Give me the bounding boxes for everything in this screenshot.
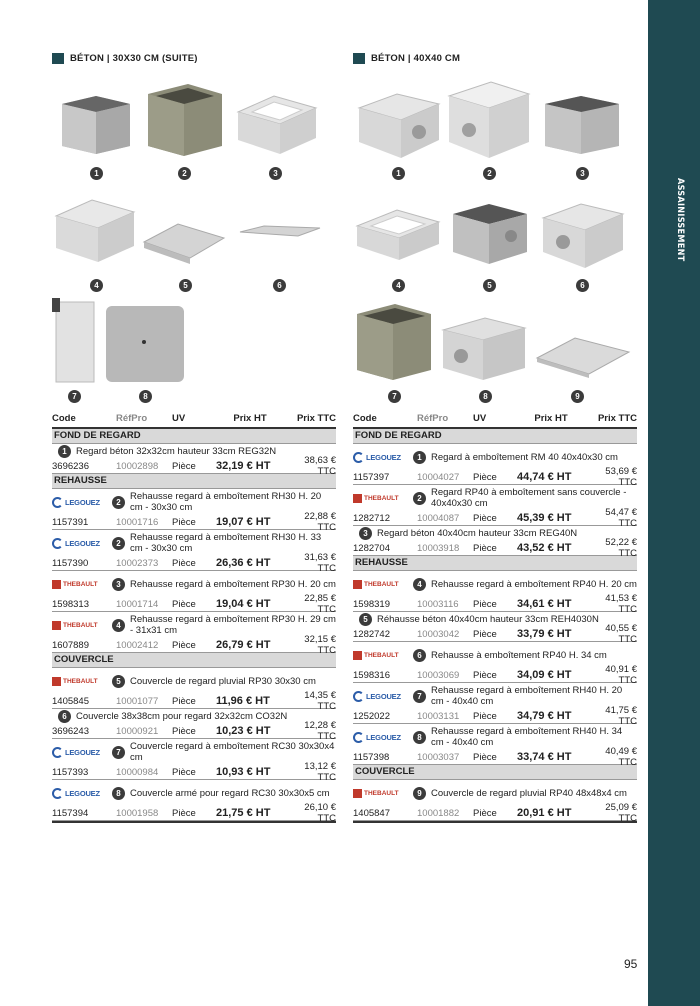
thumb-number-3: 3 <box>269 167 282 180</box>
thumb-number-1: 1 <box>90 167 103 180</box>
product-row <box>52 612 336 656</box>
product-row <box>52 571 336 615</box>
brand-name: LEGOUEZ <box>65 747 100 757</box>
product-image-3 <box>234 88 320 158</box>
price-ttc: 22,88 € TTC <box>304 511 336 533</box>
product-ref: 10004027 <box>417 471 460 483</box>
product-ref: 10003918 <box>417 542 460 554</box>
product-row <box>52 739 336 783</box>
product-price-row <box>353 507 637 529</box>
thumb-number-9: 9 <box>571 390 584 403</box>
product-ref: 10001716 <box>116 516 159 528</box>
price-ttc: 13,12 € TTC <box>304 761 336 783</box>
brand-logo <box>52 742 112 762</box>
price-ttc: 53,69 € TTC <box>605 466 637 488</box>
category-header: COUVERCLE <box>353 765 637 780</box>
header-ht: Prix HT <box>233 412 267 424</box>
section-title: BÉTON | 40X40 CM <box>371 52 461 64</box>
price-ttc: 12,28 € TTC <box>304 720 336 742</box>
unit: Pièce <box>473 542 497 554</box>
product-code: 1282742 <box>353 628 390 640</box>
unit: Pièce <box>172 695 196 707</box>
brand-name: LEGOUEZ <box>366 732 401 742</box>
price-ttc: 40,49 € TTC <box>605 746 637 768</box>
price-ttc: 41,53 € TTC <box>605 593 637 615</box>
product-price-row <box>353 537 637 559</box>
thumb-number-8: 8 <box>139 390 152 403</box>
thebault-mark-icon <box>353 580 362 589</box>
price-ht: 21,75 € HT <box>216 807 271 819</box>
product-code: 1157391 <box>52 516 89 528</box>
product-image-5 <box>142 218 226 268</box>
price-ttc: 41,75 € TTC <box>605 705 637 727</box>
product-image-7 <box>52 296 98 386</box>
brand-logo <box>353 686 413 706</box>
thumb-number-2: 2 <box>178 167 191 180</box>
legouez-logo <box>353 732 401 743</box>
brand-logo <box>353 645 413 665</box>
product-price-row <box>52 634 336 656</box>
product-ref: 10003131 <box>417 710 460 722</box>
product-ref: 10003037 <box>417 751 460 763</box>
brand-logo <box>52 574 112 594</box>
item-number: 2 <box>112 496 125 509</box>
unit: Pièce <box>473 598 497 610</box>
thumb-number-4: 4 <box>392 279 405 292</box>
section-marker <box>353 53 365 64</box>
thebault-logo <box>52 579 98 590</box>
product-ref: 10001714 <box>116 598 159 610</box>
thebault-mark-icon <box>353 494 362 503</box>
product-description: Rehausse regard à emboîtement RH40 H. 34 cm - 40x40 cm <box>431 726 623 748</box>
product-price-row <box>353 705 637 727</box>
thebault-logo <box>52 620 98 631</box>
unit: Pièce <box>172 725 196 737</box>
product-code: 3696236 <box>52 460 89 472</box>
legouez-mark-icon <box>52 788 63 799</box>
section-header <box>52 51 198 65</box>
legouez-logo <box>52 788 100 799</box>
brand-name: THEBAULT <box>63 621 98 629</box>
product-code: 1607889 <box>52 639 89 651</box>
price-ttc: 38,63 € TTC <box>304 455 336 477</box>
price-ht: 34,61 € HT <box>517 598 572 610</box>
item-number: 2 <box>112 537 125 550</box>
product-price-row <box>52 593 336 615</box>
product-image-2 <box>144 80 226 158</box>
category-header: COUVERCLE <box>52 653 336 668</box>
product-row <box>52 709 336 742</box>
thumb-number-4: 4 <box>90 279 103 292</box>
thebault-logo <box>353 788 399 799</box>
brand-logo <box>353 488 413 508</box>
product-ref: 10000921 <box>116 725 159 737</box>
product-row <box>52 668 336 712</box>
category-header: REHAUSSE <box>52 474 336 489</box>
product-code: 3696243 <box>52 725 89 737</box>
price-ht: 45,39 € HT <box>517 512 572 524</box>
section-header <box>353 51 460 65</box>
product-description: Rehausse regard à emboîtement RP30 H. 20 cm <box>130 578 336 590</box>
thebault-mark-icon <box>353 789 362 798</box>
price-ht: 33,79 € HT <box>517 628 572 640</box>
item-number: 4 <box>112 619 125 632</box>
product-ref: 10004087 <box>417 512 460 524</box>
product-code: 1157390 <box>52 557 89 569</box>
price-ht: 26,36 € HT <box>216 557 271 569</box>
price-ht: 19,04 € HT <box>216 598 271 610</box>
product-price-row <box>353 664 637 686</box>
brand-name: THEBAULT <box>364 651 399 659</box>
product-price-row <box>353 466 637 488</box>
product-ref: 10003069 <box>417 669 460 681</box>
price-ht: 10,23 € HT <box>216 725 271 737</box>
product-image-2 <box>445 78 533 162</box>
product-row <box>353 526 637 559</box>
product-image-3 <box>541 88 623 158</box>
sidebar-band <box>648 0 700 1006</box>
product-description: Couvercle regard à emboîtement RC30 30x30x4 cm <box>130 741 335 763</box>
legouez-logo <box>52 497 100 508</box>
product-image-6 <box>238 222 322 242</box>
header-code: Code <box>52 412 76 424</box>
product-description: Rehausse regard à emboîtement RH40 H. 20 cm - 40x40 cm <box>431 685 623 707</box>
price-ttc: 32,15 € TTC <box>304 634 336 656</box>
price-ttc: 14,35 € TTC <box>304 690 336 712</box>
product-ref: 10003116 <box>417 598 459 610</box>
brand-logo <box>353 574 413 594</box>
product-description: Rehausse regard à emboîtement RH30 H. 20 cm - 30x30 cm <box>130 491 322 513</box>
product-price-row <box>52 802 336 824</box>
product-ref: 10002898 <box>116 460 159 472</box>
price-ht: 33,74 € HT <box>517 751 572 763</box>
thebault-mark-icon <box>52 580 61 589</box>
product-row <box>353 444 637 488</box>
product-image-9 <box>535 332 631 380</box>
product-image-1 <box>58 88 134 158</box>
price-ht: 26,79 € HT <box>216 639 271 651</box>
table-header <box>353 411 637 429</box>
product-ref: 10002373 <box>116 557 159 569</box>
product-price-row <box>353 802 637 824</box>
header-ht: Prix HT <box>534 412 568 424</box>
brand-logo <box>353 447 413 467</box>
legouez-logo <box>52 747 100 758</box>
product-ref: 10000984 <box>116 766 159 778</box>
brand-logo <box>353 727 413 747</box>
header-uv: UV <box>473 412 487 424</box>
product-code: 1598313 <box>52 598 89 610</box>
product-row <box>353 485 637 529</box>
product-row <box>52 489 336 533</box>
unit: Pièce <box>473 471 497 483</box>
price-ht: 44,74 € HT <box>517 471 572 483</box>
price-ht: 34,09 € HT <box>517 669 572 681</box>
category-header: FOND DE REGARD <box>353 429 637 444</box>
brand-logo <box>52 533 112 553</box>
price-ttc: 26,10 € TTC <box>304 802 336 824</box>
price-ht: 32,19 € HT <box>216 460 271 472</box>
price-ht: 11,96 € HT <box>216 695 270 707</box>
price-ttc: 54,47 € TTC <box>605 507 637 529</box>
item-number: 7 <box>413 690 426 703</box>
category-header: REHAUSSE <box>353 556 637 571</box>
legouez-logo <box>52 538 100 549</box>
brand-name: LEGOUEZ <box>65 788 100 798</box>
brand-name: THEBAULT <box>364 494 399 502</box>
product-row <box>353 571 637 615</box>
unit: Pièce <box>473 807 497 819</box>
product-row <box>353 724 637 768</box>
thebault-logo <box>353 650 399 661</box>
price-ttc: 25,09 € TTC <box>605 802 637 824</box>
product-ref: 10001077 <box>116 695 159 707</box>
product-code: 1405845 <box>52 695 89 707</box>
legouez-mark-icon <box>353 732 364 743</box>
product-ref: 10001958 <box>116 807 159 819</box>
price-ttc: 52,22 € TTC <box>605 537 637 559</box>
product-ref: 10002412 <box>116 639 159 651</box>
product-description: Rehausse regard à emboîtement RP30 H. 29 cm - 31x31 cm <box>130 614 336 636</box>
brand-logo <box>52 615 112 635</box>
item-number: 8 <box>112 787 125 800</box>
thumb-number-3: 3 <box>576 167 589 180</box>
header-ttc: Prix TTC <box>597 412 637 424</box>
product-ref: 10001882 <box>417 807 460 819</box>
category-header: FOND DE REGARD <box>52 429 336 444</box>
thumb-number-1: 1 <box>392 167 405 180</box>
legouez-mark-icon <box>52 497 63 508</box>
product-image-4 <box>353 202 443 264</box>
header-ref: RéfPro <box>417 412 449 424</box>
product-code: 1282704 <box>353 542 390 554</box>
thumb-number-6: 6 <box>576 279 589 292</box>
product-description: Réhausse béton 40x40cm hauteur 33cm REH4030N <box>377 614 599 625</box>
product-code: 1598319 <box>353 598 390 610</box>
brand-name: LEGOUEZ <box>65 538 100 548</box>
product-price-row <box>52 761 336 783</box>
brand-name: LEGOUEZ <box>366 691 401 701</box>
price-ttc: 40,91 € TTC <box>605 664 637 686</box>
product-description: Regard RP40 à emboîtement sans couvercle - 40x40x30 cm <box>431 487 627 509</box>
product-row <box>52 780 336 824</box>
page-number: 95 <box>624 957 638 971</box>
thumb-number-5: 5 <box>179 279 192 292</box>
price-ht: 20,91 € HT <box>517 807 572 819</box>
unit: Pièce <box>172 516 196 528</box>
unit: Pièce <box>473 669 497 681</box>
product-price-row <box>353 746 637 768</box>
section-title: BÉTON | 30X30 CM (SUITE) <box>70 52 198 64</box>
product-image-8 <box>439 312 529 384</box>
product-row <box>353 642 637 686</box>
product-image-8 <box>102 302 188 386</box>
item-number: 6 <box>58 710 71 723</box>
item-number: 5 <box>112 675 125 688</box>
brand-name: THEBAULT <box>364 580 399 588</box>
unit: Pièce <box>473 628 497 640</box>
product-code: 1598316 <box>353 669 390 681</box>
product-code: 1157393 <box>52 766 89 778</box>
product-code: 1157397 <box>353 471 390 483</box>
header-code: Code <box>353 412 377 424</box>
product-description: Rehausse regard à emboîtement RP40 H. 20 cm <box>431 578 637 590</box>
price-ht: 19,07 € HT <box>216 516 271 528</box>
brand-name: THEBAULT <box>63 580 98 588</box>
unit: Pièce <box>172 807 196 819</box>
thebault-logo <box>353 579 399 590</box>
unit: Pièce <box>473 751 497 763</box>
item-number: 6 <box>413 649 426 662</box>
unit: Pièce <box>172 639 196 651</box>
table-header <box>52 411 336 429</box>
product-ref: 10003042 <box>417 628 460 640</box>
brand-name: LEGOUEZ <box>65 497 100 507</box>
price-ttc: 31,63 € TTC <box>304 552 336 574</box>
legouez-mark-icon <box>52 747 63 758</box>
product-price-row <box>52 690 336 712</box>
item-number: 2 <box>413 492 426 505</box>
product-code: 1282712 <box>353 512 390 524</box>
item-number: 8 <box>413 731 426 744</box>
item-number: 1 <box>58 445 71 458</box>
product-description: Rehausse regard à emboîtement RH30 H. 33 cm - 30x30 cm <box>130 532 322 554</box>
product-image-7 <box>353 300 435 384</box>
product-description: Rehausse à emboîtement RP40 H. 34 cm <box>431 649 607 661</box>
product-price-row <box>52 511 336 533</box>
unit: Pièce <box>172 766 196 778</box>
sidebar-label: ASSAINISSEMENT <box>675 178 685 262</box>
section-marker <box>52 53 64 64</box>
product-row <box>353 612 637 645</box>
header-ttc: Prix TTC <box>296 412 336 424</box>
product-description: Regard béton 32x32cm hauteur 33cm REG32N <box>76 446 277 457</box>
product-image-6 <box>539 196 627 272</box>
price-ttc: 22,85 € TTC <box>304 593 336 615</box>
product-image-4 <box>52 190 138 266</box>
header-uv: UV <box>172 412 186 424</box>
product-row <box>353 683 637 727</box>
thebault-mark-icon <box>52 677 61 686</box>
thumb-number-2: 2 <box>483 167 496 180</box>
item-number: 4 <box>413 578 426 591</box>
thumb-number-6: 6 <box>273 279 286 292</box>
product-description: Couvercle armé pour regard RC30 30x30x5 cm <box>130 787 330 799</box>
thebault-mark-icon <box>353 651 362 660</box>
product-price-row <box>353 593 637 615</box>
product-code: 1157398 <box>353 751 390 763</box>
brand-logo <box>353 783 413 803</box>
brand-logo <box>52 492 112 512</box>
price-table-right <box>353 411 637 823</box>
product-price-row <box>52 720 336 742</box>
price-ht: 43,52 € HT <box>517 542 572 554</box>
brand-logo <box>52 671 112 691</box>
product-price-row <box>52 455 336 477</box>
thebault-mark-icon <box>52 621 61 630</box>
header-ref: RéfPro <box>116 412 148 424</box>
unit: Pièce <box>473 512 497 524</box>
product-price-row <box>52 552 336 574</box>
legouez-logo <box>353 691 401 702</box>
product-description: Regard à emboîtement RM 40 40x40x30 cm <box>431 451 618 463</box>
product-image-5 <box>449 198 531 268</box>
product-price-row <box>353 623 637 645</box>
product-description: Couvercle de regard pluvial RP30 30x30 cm <box>130 675 316 687</box>
item-number: 9 <box>413 787 426 800</box>
item-number: 7 <box>112 746 125 759</box>
legouez-mark-icon <box>353 691 364 702</box>
unit: Pièce <box>473 710 497 722</box>
legouez-mark-icon <box>353 452 364 463</box>
product-code: 1157394 <box>52 807 89 819</box>
price-ttc: 40,55 € TTC <box>605 623 637 645</box>
product-row <box>52 444 336 477</box>
product-description: Couvercle de regard pluvial RP40 48x48x4 cm <box>431 787 627 799</box>
unit: Pièce <box>172 598 196 610</box>
price-ht: 10,93 € HT <box>216 766 271 778</box>
price-table-left <box>52 411 336 823</box>
product-code: 1252022 <box>353 710 390 722</box>
price-ht: 34,79 € HT <box>517 710 572 722</box>
thumb-number-8: 8 <box>479 390 492 403</box>
item-number: 3 <box>359 527 372 540</box>
thumb-number-7: 7 <box>68 390 81 403</box>
product-description: Regard béton 40x40cm hauteur 33cm REG40N <box>377 528 578 539</box>
brand-name: THEBAULT <box>364 789 399 797</box>
thumb-number-5: 5 <box>483 279 496 292</box>
product-image-1 <box>355 86 443 162</box>
item-number: 3 <box>112 578 125 591</box>
thebault-logo <box>52 676 98 687</box>
brand-name: THEBAULT <box>63 677 98 685</box>
brand-logo <box>52 783 112 803</box>
product-row <box>353 780 637 824</box>
item-number: 5 <box>359 613 372 626</box>
brand-name: LEGOUEZ <box>366 452 401 462</box>
unit: Pièce <box>172 460 196 472</box>
legouez-logo <box>353 452 401 463</box>
product-description: Couvercle 38x38cm pour regard 32x32cm CO32N <box>76 711 288 722</box>
product-row <box>52 530 336 574</box>
product-code: 1405847 <box>353 807 390 819</box>
unit: Pièce <box>172 557 196 569</box>
item-number: 1 <box>413 451 426 464</box>
thumb-number-7: 7 <box>388 390 401 403</box>
legouez-mark-icon <box>52 538 63 549</box>
thebault-logo <box>353 493 399 504</box>
